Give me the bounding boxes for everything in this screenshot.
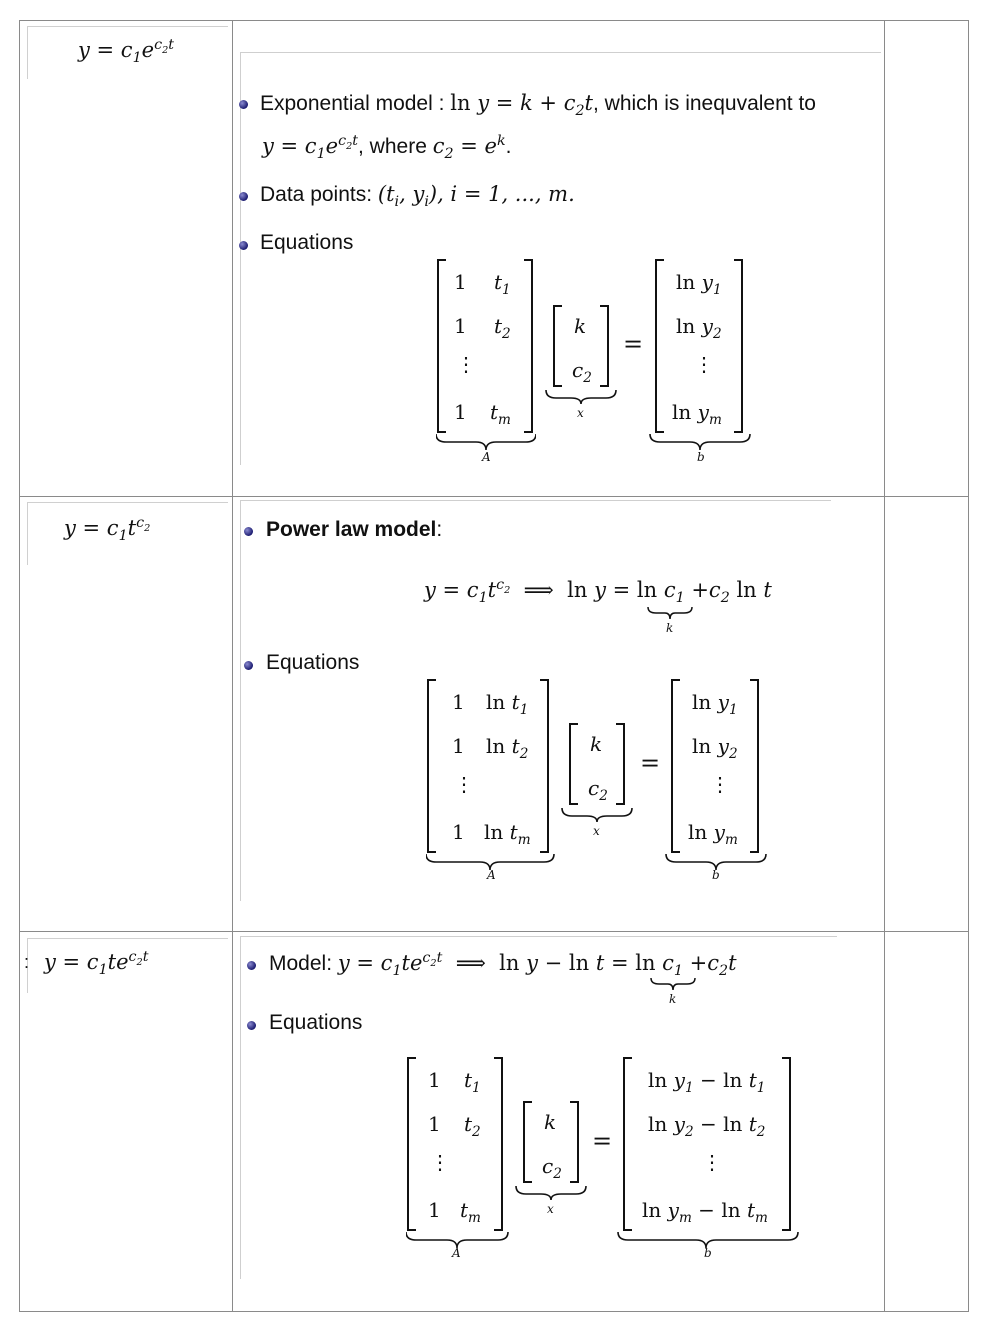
row1-b1-line2-math2: $c_2 = e^k$ xyxy=(432,133,506,163)
row2-matrix-A xyxy=(426,678,556,858)
row2-b-m: $\ln y_m$ xyxy=(688,820,738,848)
row3-bullet-2 xyxy=(247,1021,256,1030)
row1-A-22: $t_2$ xyxy=(494,314,511,342)
row2-label-b: b xyxy=(712,868,720,882)
row1-b-1: $\ln y_1$ xyxy=(676,270,722,298)
row1-col3 xyxy=(884,20,969,497)
row3-col3 xyxy=(884,931,969,1312)
row3-label-A: A xyxy=(452,1246,461,1260)
row3-label-b: b xyxy=(704,1246,712,1260)
row1-bullet-1 xyxy=(239,100,248,109)
row2-col3 xyxy=(884,496,969,932)
row2-b-dots: ⋮ xyxy=(710,774,730,796)
row1-A-21: 1 xyxy=(454,314,467,338)
row2-vector-b xyxy=(664,678,768,858)
row3-A-11: 1 xyxy=(428,1068,441,1092)
row1-b3-text: Equations xyxy=(260,231,354,254)
row1-vector-b xyxy=(648,258,752,438)
row2-bullet-2 xyxy=(244,661,253,670)
row3-b-1: $\ln y_1 - \ln t_1$ xyxy=(648,1068,766,1096)
row3-vector-b xyxy=(616,1056,802,1236)
row2-b-1: $\ln y_1$ xyxy=(692,690,738,718)
row3-A-dots: ⋮ xyxy=(430,1152,450,1174)
row3-A-12: $t_1$ xyxy=(464,1068,481,1096)
row2-equals: = xyxy=(640,749,661,777)
row1-b1-text: Exponential model : xyxy=(260,92,451,115)
row2-b-2: $\ln y_2$ xyxy=(692,734,738,762)
row3-A-21: 1 xyxy=(428,1112,441,1136)
row1-b1-line2-mid: , where xyxy=(358,135,433,158)
row1-b1-line2-math: $y = c_1e^{c_2t}$ xyxy=(262,133,359,163)
row2-label-x: x xyxy=(593,824,600,838)
row1-A-m2: $t_m$ xyxy=(490,400,511,428)
row1-bullet2-line xyxy=(260,182,575,211)
row2-bullet-1 xyxy=(244,527,253,536)
row1-b-m: $\ln y_m$ xyxy=(672,400,722,428)
row3-b1-text: Model: xyxy=(269,952,338,975)
row2-model-equation: $y = c_1t^{c_2}$ ⟹ $\ln y = \ln c_1 +c_2$ ln t xyxy=(424,577,772,607)
row1-label-b: b xyxy=(697,450,705,464)
row1-b2-text: Data points: xyxy=(260,183,378,206)
row1-A-m1: 1 xyxy=(454,400,467,424)
row1-matrix-A xyxy=(436,258,536,438)
row1-b1-tail: , which is inequvalent to xyxy=(593,92,816,115)
row1-A-11: 1 xyxy=(454,270,467,294)
row2-label-A: A xyxy=(487,868,496,882)
row1-A-dots: ⋮ xyxy=(456,354,476,376)
row2-x-2: $c_2$ xyxy=(588,776,608,804)
row3-b1-line xyxy=(269,950,737,980)
row1-b-dots: ⋮ xyxy=(694,354,714,376)
row2-A-m2: $\ln t_m$ xyxy=(484,820,531,848)
row1-bullet1-line2 xyxy=(262,133,512,163)
row1-equals: = xyxy=(623,330,644,358)
row2-A-22: $\ln t_2$ xyxy=(486,734,529,762)
row3-matrix-A xyxy=(406,1056,506,1236)
row3-b-dots: ⋮ xyxy=(702,1152,722,1174)
row1-bullet-3 xyxy=(239,241,248,250)
row2-A-m1: 1 xyxy=(452,820,465,844)
row3-bullet-1 xyxy=(247,961,256,970)
row1-b-2: $\ln y_2$ xyxy=(676,314,722,342)
row1-left-formula: $y = c_1e^{c_2t}$ xyxy=(78,37,175,67)
row3-b-m: $\ln y_m - \ln t_m$ xyxy=(642,1198,768,1226)
row3-equals: = xyxy=(592,1127,613,1155)
row3-x-2: $c_2$ xyxy=(542,1154,562,1182)
row2-A-21: 1 xyxy=(452,734,465,758)
row3-x-1: k xyxy=(544,1110,557,1134)
row2-x-1: k xyxy=(590,732,603,756)
row3-model-k: k xyxy=(669,992,677,1006)
row2-model-k: k xyxy=(666,621,674,635)
row1-col1 xyxy=(19,20,233,497)
row2-b1-line xyxy=(266,518,442,542)
row3-A-m2: $t_m$ xyxy=(460,1198,481,1226)
row2-A-dots: ⋮ xyxy=(454,774,474,796)
row3-left-formula: $y = c_1te^{c_2t}$ xyxy=(44,949,149,979)
row1-bullet-2 xyxy=(239,192,248,201)
row2-left-formula: $y = c_1t^{c_2}$ xyxy=(64,515,151,545)
row2-b2-text: Equations xyxy=(266,651,360,674)
row1-x-1: k xyxy=(574,314,587,338)
row2-A-11: 1 xyxy=(452,690,465,714)
row3-model-equation: $y = c_1te^{c_2t}$ ⟹ $\ln y - \ln t = \ln c_1 +c_2t$ xyxy=(337,950,737,980)
row3-b-2: $\ln y_2 - \ln t_2$ xyxy=(648,1112,766,1140)
row3-A-m1: 1 xyxy=(428,1198,441,1222)
row3-label-x: x xyxy=(547,1202,554,1216)
row2-A-12: $\ln t_1$ xyxy=(486,690,529,718)
row1-x-2: $c_2$ xyxy=(572,358,592,386)
row2-b1-colon: : xyxy=(436,518,443,541)
row3-left-prefix: : xyxy=(24,952,30,972)
row3-A-22: $t_2$ xyxy=(464,1112,481,1140)
row1-b1-math: $\ln y = k + c_2t$ xyxy=(450,91,593,120)
row1-bullet1-line xyxy=(260,91,816,120)
row1-label-x: x xyxy=(577,406,584,420)
row1-b2-math: ($t_i$, $y_i$), i = 1, ..., m. xyxy=(377,182,575,211)
row1-A-12: $t_1$ xyxy=(494,270,511,298)
row1-label-A: A xyxy=(482,450,491,464)
row3-b2-text: Equations xyxy=(269,1011,363,1034)
row2-b1-text: Power law model xyxy=(266,518,437,541)
row1-b1-line2-end: . xyxy=(505,135,512,158)
